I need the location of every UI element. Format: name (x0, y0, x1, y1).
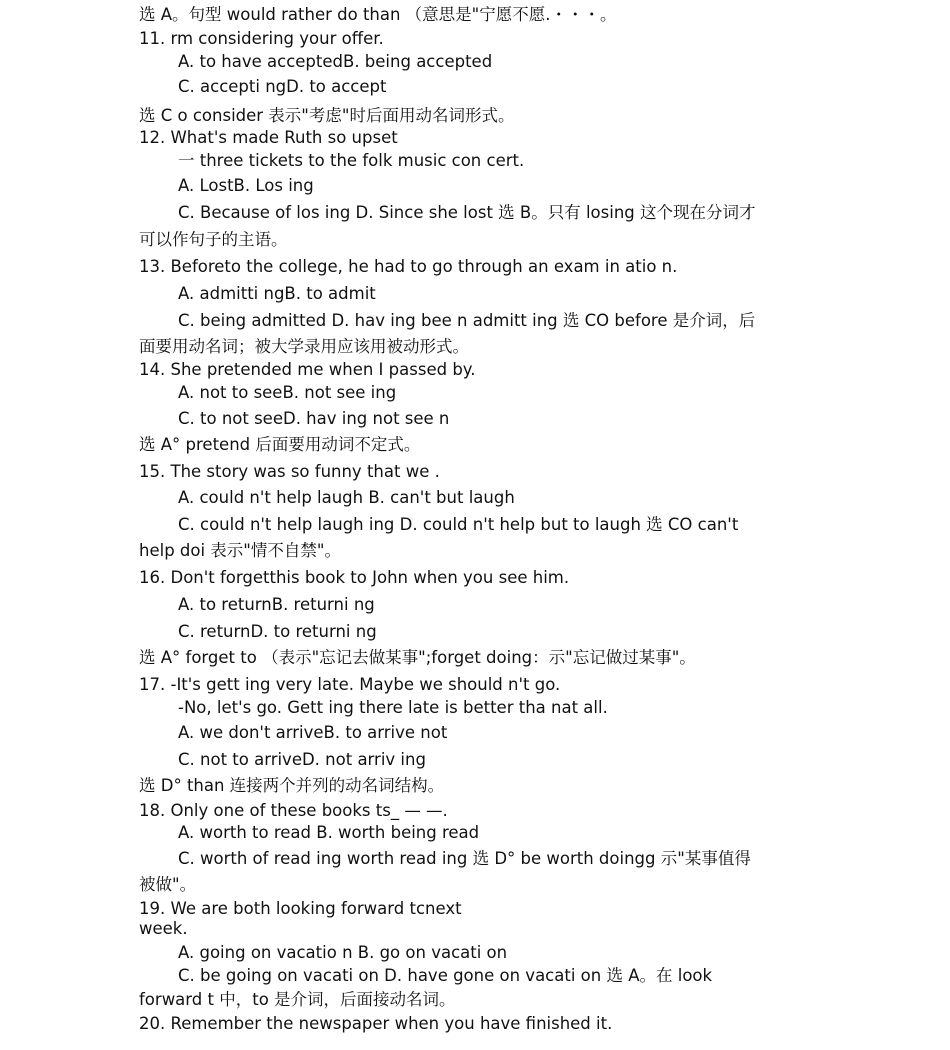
text-line: 可以作句子的主语。 (139, 230, 288, 249)
text-line: 一 three tickets to the folk music con cert. (178, 151, 525, 170)
text-line: -No, let's go. Gett ing there late is better tha nat all. (178, 698, 608, 717)
text-line: 面要用动名词；被大学录用应该用被动形式。 (139, 337, 469, 356)
option-line: C. being admitted D. hav ing bee n admitt ing 选 CO before 是介词，后 (178, 311, 756, 330)
option-line: A. admitti ngB. to admit (178, 284, 376, 303)
text-line: forward t 中，to 是介词，后面接动名词。 (139, 990, 456, 1009)
answer-line: 选 D° than 连接两个并列的动名词结构。 (139, 776, 445, 795)
option-line: A. worth to read B. worth being read (178, 823, 480, 842)
option-line: A. we don't arriveB. to arrive not (178, 723, 448, 742)
question-11: 11. rm considering your offer. (139, 29, 384, 48)
answer-line: 选 A° pretend 后面要用动词不定式。 (139, 435, 421, 454)
question-13: 13. Beforeto the college, he had to go through an exam in atio n. (139, 257, 678, 276)
question-17: 17. -It's gett ing very late. Maybe we should n't go. (139, 675, 561, 694)
option-line: C. worth of read ing worth read ing 选 D° be worth doingg 示"某事值得 (178, 849, 751, 868)
text-line: 选 A。句型 would rather do than （意思是"宁愿不愿.・・・。 (139, 5, 617, 24)
question-18: 18. Only one of these books ts_ — —. (139, 801, 448, 820)
option-line: A. to have acceptedB. being accepted (178, 52, 493, 71)
option-line: C. not to arriveD. not arriv ing (178, 750, 426, 769)
question-14: 14. She pretended me when I passed by. (139, 360, 476, 379)
answer-line: 选 C o consider 表示"考虑"时后面用动名词形式。 (139, 106, 515, 125)
option-line: C. to not seeD. hav ing not see n (178, 409, 450, 428)
option-line: C. accepti ngD. to accept (178, 77, 387, 96)
option-line: A. not to seeB. not see ing (178, 383, 397, 402)
option-line: A. going on vacatio n B. go on vacati on (178, 943, 508, 962)
text-line: 被做"。 (139, 875, 197, 894)
option-line: C. Because of los ing D. Since she lost 选 B。只有 losing 这个现在分词才 (178, 203, 756, 222)
answer-line: 选 A° forget to （表示"忘记去做某事";forget doing：示"忘记做过某事"。 (139, 648, 696, 667)
question-20: 20. Remember the newspaper when you have finished it. (139, 1014, 613, 1033)
question-16: 16. Don't forgetthis book to John when you see him. (139, 568, 570, 587)
option-line: C. be going on vacati on D. have gone on vacati on 选 A。在 look (178, 966, 713, 985)
option-line: A. to returnB. returni ng (178, 595, 375, 614)
option-line: A. LostB. Los ing (178, 176, 314, 195)
question-19: 19. We are both looking forward tcnext (139, 899, 462, 918)
option-line: C. could n't help laugh ing D. could n't help but to laugh 选 CO can't (178, 515, 739, 534)
option-line: C. returnD. to returni ng (178, 622, 377, 641)
text-line: help doi 表示"情不自禁"。 (139, 541, 341, 560)
option-line: A. could n't help laugh B. can't but laugh (178, 488, 515, 507)
question-12: 12. What's made Ruth so upset (139, 128, 398, 147)
question-15: 15. The story was so funny that we . (139, 462, 440, 481)
text-line: week. (139, 919, 188, 938)
